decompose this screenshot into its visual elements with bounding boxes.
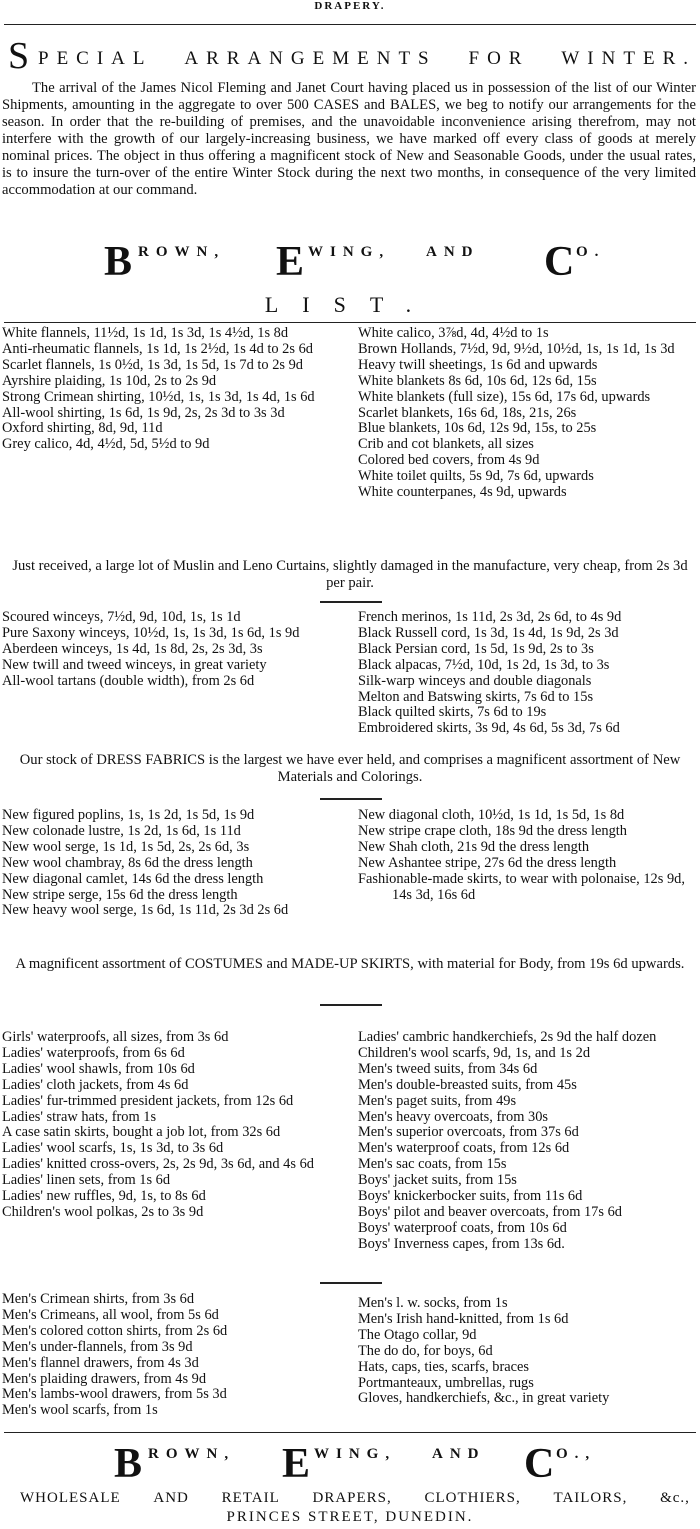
footer-word: WHOLESALE <box>20 1490 121 1506</box>
list-item: White toilet quilts, 5s 9d, 7s 6d, upwards <box>358 468 594 485</box>
list-item: Boys' waterproof coats, from 10s 6d <box>358 1219 567 1236</box>
firm-initial-b: B <box>104 239 133 285</box>
list-item: New Ashantee stripe, 27s 6d the dress length <box>358 854 617 871</box>
section5-left <box>2 1292 344 1419</box>
section1-note: Just received, a large lot of Muslin and Leno Curtains, slightly damaged in the manufacture, very cheap, from 2s 3d per pair. <box>12 558 688 591</box>
list-item: Ladies' straw hats, from 1s <box>2 1108 157 1125</box>
list-item: Ladies' fur-trimmed president jackets, from 12s 6d <box>2 1092 294 1109</box>
list-item: Portmanteaux, umbrellas, rugs <box>358 1374 534 1391</box>
list-item: Ladies' cambric handkerchiefs, 2s 9d the half dozen <box>358 1029 657 1045</box>
list-item: New Shah cloth, 21s 9d the dress length <box>358 838 590 855</box>
footer-word: RETAIL <box>221 1490 280 1506</box>
section5-right <box>358 1296 698 1407</box>
firm-word-and: AND <box>432 1446 486 1462</box>
footer-word: AND <box>153 1490 189 1506</box>
firm-name <box>96 239 606 286</box>
section-rule <box>4 322 696 323</box>
list-item: New wool chambray, 8s 6d the dress length <box>2 854 253 871</box>
section-divider <box>320 1004 382 1006</box>
list-item: Men's Crimean shirts, from 3s 6d <box>2 1291 195 1307</box>
list-item: Boys' knickerbocker suits, from 11s 6d <box>358 1188 583 1205</box>
list-item: New heavy wool serge, 1s 6d, 1s 11d, 2s 3d 2s 6d <box>2 902 289 919</box>
firm-initial-c: C <box>524 1441 555 1487</box>
list-item: New figured poplins, 1s, 1s 2d, 1s 5d, 1s 9d <box>2 807 255 823</box>
list-item: Ladies' linen sets, from 1s 6d <box>2 1172 171 1189</box>
list-item: Crib and cot blankets, all sizes <box>358 436 534 453</box>
list-item: Black alpacas, 7½d, 10d, 1s 2d, 1s 3d, to 3s <box>358 656 610 673</box>
list-item: Black Russell cord, 1s 3d, 1s 4d, 1s 9d, 2s 3d <box>358 624 619 641</box>
headline <box>0 35 700 80</box>
list-item: Scoured winceys, 7½d, 9d, 10d, 1s, 1s 1d <box>2 609 241 625</box>
footer-trades-line <box>20 1490 690 1507</box>
list-item: Melton and Batswing skirts, 7s 6d to 15s <box>358 688 594 705</box>
list-item: Men's flannel drawers, from 4s 3d <box>2 1354 199 1371</box>
list-item: Children's wool scarfs, 9d, 1s, and 1s 2d <box>358 1044 591 1061</box>
firm-word-wing: WING, <box>308 244 391 260</box>
list-item: Blue blankets, 10s 6d, 12s 9d, 15s, to 25s <box>358 420 597 437</box>
header-rule <box>4 24 696 25</box>
list-item: Aberdeen winceys, 1s 4d, 1s 8d, 2s, 2s 3d, 3s <box>2 640 263 657</box>
list-item: All-wool shirting, 1s 6d, 1s 9d, 2s, 2s 3d to 3s 3d <box>2 404 285 421</box>
list-item: Men's waterproof coats, from 12s 6d <box>358 1140 570 1157</box>
list-item: Ladies' cloth jackets, from 4s 6d <box>2 1076 189 1093</box>
list-item: Men's paget suits, from 49s <box>358 1092 517 1109</box>
list-item: Ladies' wool scarfs, 1s, 1s 3d, to 3s 6d <box>2 1140 224 1157</box>
section3-note: A magnificent assortment of COSTUMES and MADE-UP SKIRTS, with material for Body, from 19s 6d upwards. <box>15 956 685 972</box>
section1-left <box>2 326 344 453</box>
list-item: White calico, 3⅞d, 4d, 4½d to 1s <box>358 325 549 341</box>
list-item: Colored bed covers, from 4s 9d <box>358 452 540 469</box>
firm-initial-e: E <box>282 1441 311 1487</box>
list-item: Men's wool scarfs, from 1s <box>2 1402 158 1419</box>
list-item: New diagonal cloth, 10½d, 1s 1d, 1s 5d, 1s 8d <box>358 807 625 823</box>
section2-right <box>358 610 698 737</box>
section2-note: Our stock of DRESS FABRICS is the largest we have ever held, and comprises a magnificent assortment of New Materials and Colorings. <box>19 752 681 785</box>
list-item: Ladies' wool shawls, from 10s 6d <box>2 1060 195 1077</box>
list-item: White blankets (full size), 15s 6d, 17s 6d, upwards <box>358 388 651 405</box>
firm-word-o: O., <box>556 1446 597 1462</box>
list-item: New stripe serge, 15s 6d the dress length <box>2 886 238 903</box>
list-item: Oxford shirting, 8d, 9d, 11d <box>2 420 163 437</box>
list-item: Ladies' knitted cross-overs, 2s, 2s 9d, 3s 6d, and 4s 6d <box>2 1156 314 1173</box>
list-item: Men's lambs-wool drawers, from 5s 3d <box>2 1386 227 1403</box>
list-item: Men's Irish hand-knitted, from 1s 6d <box>358 1310 569 1327</box>
list-item: Black quilted skirts, 7s 6d to 19s <box>358 704 547 721</box>
section3-left <box>2 808 344 919</box>
list-item: Fashionable-made skirts, to wear with polonaise, 12s 9d, 14s 3d, 16s 6d <box>358 870 685 903</box>
firm-initial-e: E <box>276 239 305 285</box>
list-item: Men's colored cotton shirts, from 2s 6d <box>2 1322 228 1339</box>
intro-paragraph: The arrival of the James Nicol Fleming and Janet Court having placed us in possession of the list of our Winter Shipments, amounting in the aggregate to over 500 CASES and BALES, we beg to notify our arrangements for the season. In order that the re-building of premises, and the unavoidable inconvenience arising therefrom, may not interfere with the growth of our largely-increasing business, we have marked off every class of goods at merely nominal prices. The object in thus offering a magnificent stock of New and Seasonable Goods, under the usual rates, is to insure the turn-over of the entire Winter Stock during the next two months, in consequence of the very limited accommodation at our command. <box>2 80 696 198</box>
firm-word-wing: WING, <box>314 1446 397 1462</box>
list-item: Men's sac coats, from 15s <box>358 1156 507 1173</box>
footer-word: CLOTHIERS, <box>424 1490 521 1506</box>
list-item: New diagonal camlet, 14s 6d the dress length <box>2 870 264 887</box>
footer-word: &c., <box>660 1490 690 1506</box>
list-item: Men's heavy overcoats, from 30s <box>358 1108 549 1125</box>
firm-word-o: O. <box>576 244 606 260</box>
list-item: Black Persian cord, 1s 5d, 1s 9d, 2s to 3s <box>358 640 594 657</box>
page-header: DRAPERY. <box>314 0 386 12</box>
list-item: Men's double-breasted suits, from 45s <box>358 1076 577 1093</box>
list-item: Gloves, handkerchiefs, &c., in great variety <box>358 1390 610 1407</box>
list-item: Boys' pilot and beaver overcoats, from 17s 6d <box>358 1203 622 1220</box>
list-item: The do do, for boys, 6d <box>358 1342 493 1359</box>
footer-word: DRAPERS, <box>312 1490 392 1506</box>
list-item: Ayrshire plaiding, 1s 10d, 2s to 2s 9d <box>2 372 217 389</box>
headline-word: ARRANGEMENTS <box>184 48 437 69</box>
list-item: White counterpanes, 4s 9d, upwards <box>358 484 567 501</box>
list-item: New twill and tweed winceys, in great variety <box>2 656 267 673</box>
list-item: Scarlet flannels, 1s 0½d, 1s 3d, 1s 5d, 1s 7d to 2s 9d <box>2 356 303 373</box>
list-item: White blankets 8s 6d, 10s 6d, 12s 6d, 15s <box>358 372 597 389</box>
list-item: Men's plaiding drawers, from 4s 9d <box>2 1370 207 1387</box>
headline-initial: S <box>8 35 38 77</box>
section3-right <box>358 808 698 903</box>
list-item: Children's wool polkas, 2s to 3s 9d <box>2 1203 204 1220</box>
list-item: Men's superior overcoats, from 37s 6d <box>358 1124 579 1141</box>
headline-word: PECIAL <box>38 48 153 69</box>
section-divider <box>320 1282 382 1284</box>
footer-address: PRINCES STREET, DUNEDIN. <box>226 1509 474 1525</box>
firm-initial-b: B <box>114 1441 143 1487</box>
list-item: Men's under-flannels, from 3s 9d <box>2 1338 193 1355</box>
section-divider <box>320 798 382 800</box>
list-item: Strong Crimean shirting, 10½d, 1s, 1s 3d, 1s 4d, 1s 6d <box>2 388 315 405</box>
list-item: White flannels, 11½d, 1s 1d, 1s 3d, 1s 4½d, 1s 8d <box>2 325 289 341</box>
list-item: Boys' jacket suits, from 15s <box>358 1172 517 1189</box>
list-item: New stripe crape cloth, 18s 9d the dress length <box>358 822 627 839</box>
list-item: Boys' Inverness capes, from 13s 6d. <box>358 1235 565 1252</box>
list-item: Silk-warp winceys and double diagonals <box>358 672 592 689</box>
firm-initial-c: C <box>544 239 575 285</box>
list-item: Men's l. w. socks, from 1s <box>358 1295 508 1311</box>
firm-word-rown: ROWN, <box>148 1446 236 1462</box>
list-item: Grey calico, 4d, 4½d, 5d, 5½d to 9d <box>2 436 210 453</box>
list-item: Heavy twill sheetings, 1s 6d and upwards <box>358 356 598 373</box>
list-item: Anti-rheumatic flannels, 1s 1d, 1s 2½d, 1s 4d to 2s 6d <box>2 340 313 357</box>
list-item: Ladies' new ruffles, 9d, 1s, to 8s 6d <box>2 1188 206 1205</box>
headline-word: FOR <box>468 48 530 69</box>
list-item: Men's tweed suits, from 34s 6d <box>358 1060 538 1077</box>
firm-word-rown: ROWN, <box>138 244 226 260</box>
list-item: Brown Hollands, 7½d, 9d, 9½d, 10½d, 1s, 1s 1d, 1s 3d <box>358 340 675 357</box>
list-item: Girls' waterproofs, all sizes, from 3s 6d <box>2 1029 229 1045</box>
firm-word-and: AND <box>426 244 480 260</box>
headline-words <box>38 48 696 70</box>
list-title: LIST. <box>264 292 436 317</box>
footer-rule <box>4 1432 696 1433</box>
list-item: Hats, caps, ties, scarfs, braces <box>358 1358 530 1375</box>
section-divider <box>320 601 382 603</box>
section2-left <box>2 610 344 690</box>
headline-word: WINTER. <box>561 48 696 69</box>
section1-right <box>358 326 698 501</box>
list-item: Men's Crimeans, all wool, from 5s 6d <box>2 1306 219 1323</box>
list-item: Pure Saxony winceys, 10½d, 1s, 1s 3d, 1s 6d, 1s 9d <box>2 624 300 641</box>
list-item: New colonade lustre, 1s 2d, 1s 6d, 1s 11d <box>2 822 241 839</box>
list-item: Scarlet blankets, 16s 6d, 18s, 21s, 26s <box>358 404 577 421</box>
list-item: French merinos, 1s 11d, 2s 3d, 2s 6d, to 4s 9d <box>358 609 622 625</box>
list-item: A case satin skirts, bought a job lot, from 32s 6d <box>2 1124 281 1141</box>
section4-left <box>2 1030 344 1221</box>
list-item: All-wool tartans (double width), from 2s 6d <box>2 672 255 689</box>
list-item: Embroidered skirts, 3s 9d, 4s 6d, 5s 3d, 7s 6d <box>358 720 620 737</box>
section4-right <box>358 1030 698 1253</box>
list-item: The Otago collar, 9d <box>358 1326 477 1343</box>
footer-word: TAILORS, <box>553 1490 628 1506</box>
footer-firm-name <box>96 1441 597 1488</box>
list-item: Ladies' waterproofs, from 6s 6d <box>2 1044 185 1061</box>
list-item: New wool serge, 1s 1d, 1s 5d, 2s, 2s 6d, 3s <box>2 838 250 855</box>
